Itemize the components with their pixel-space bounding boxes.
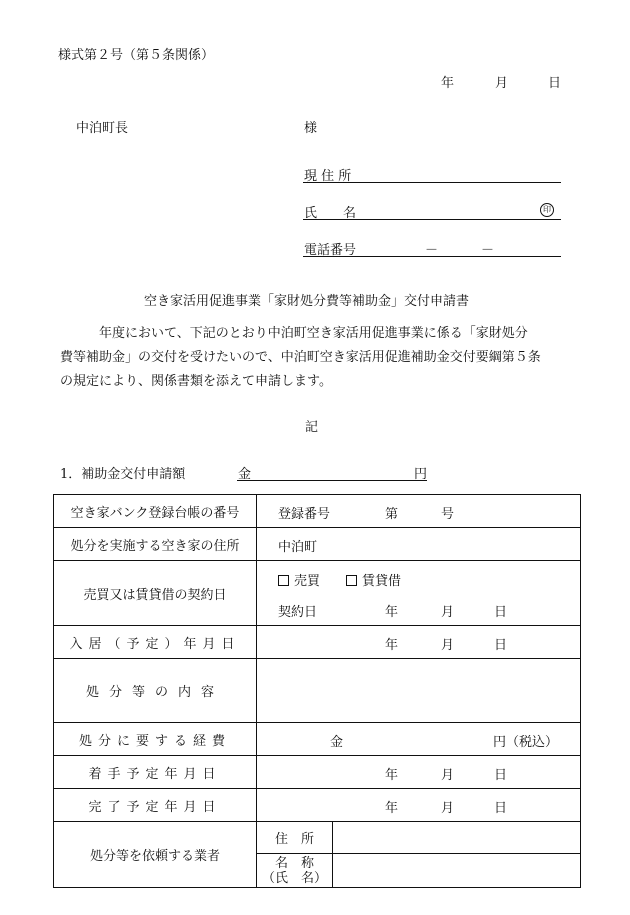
day-label: 日 [494, 638, 508, 653]
amount-label: 1．補助金交付申請額 [60, 467, 186, 482]
checkbox-icon[interactable] [346, 575, 357, 586]
day-label: 日 [494, 768, 508, 783]
contractor-label: 処分等を依頼する業者 [54, 822, 257, 888]
year-label: 年 [385, 605, 399, 620]
table-row [54, 789, 581, 822]
table-row [54, 723, 581, 756]
month-label: 月 [441, 768, 455, 783]
cost-cell[interactable] [257, 723, 581, 756]
contractor-address-cell[interactable] [333, 822, 581, 854]
body-line: 年度において、下記のとおり中泊町空き家活用促進事業に係る「家財処分 [60, 326, 528, 341]
table-row [54, 495, 581, 528]
contractor-name-label [257, 854, 333, 888]
body-paragraph [60, 322, 570, 394]
month-label: 月 [441, 801, 455, 816]
move-in-cell[interactable] [257, 626, 581, 659]
address-label: 処分を実施する空き家の住所 [54, 528, 257, 561]
address-value-cell[interactable] [257, 528, 581, 561]
option-sale-label: 売買 [294, 574, 321, 589]
seal-mark-icon: 印 [540, 203, 554, 217]
contents-label: 処分等の内容 [54, 659, 257, 723]
amount-line[interactable] [237, 480, 427, 481]
table-row [54, 626, 581, 659]
ki-marker: 記 [305, 420, 319, 435]
reg-go: 号 [441, 507, 455, 522]
contractor-name-label-line2: （氏 名） [261, 870, 327, 886]
application-table [53, 494, 581, 888]
applicant-phone-line[interactable] [303, 256, 561, 257]
month-label: 月 [441, 638, 455, 653]
contract-date-cell[interactable] [257, 561, 581, 626]
contractor-name-label-line1: 名 称 [274, 855, 314, 871]
table-row [54, 561, 581, 626]
body-line: 費等補助金」の交付を受けたいので、中泊町空き家活用促進補助金交付要綱第５条 [60, 350, 541, 365]
contract-date-sublabel: 契約日 [278, 605, 318, 620]
date-month-label: 月 [495, 76, 509, 91]
applicant-address-label: 現 住 所 [304, 169, 352, 184]
amount-prefix: 金 [238, 467, 252, 482]
document-title: 空き家活用促進事業「家財処分費等補助金」交付申請書 [144, 294, 470, 309]
bank-register-value[interactable] [257, 495, 581, 528]
complete-date-cell[interactable] [257, 789, 581, 822]
month-label: 月 [441, 605, 455, 620]
option-lease-label: 賃貸借 [362, 574, 402, 589]
start-date-label: 着手予定年月日 [54, 756, 257, 789]
reg-number-label: 登録番号 [278, 507, 331, 522]
applicant-address-line[interactable] [303, 182, 561, 183]
move-in-label: 入居（予定）年月日 [54, 626, 257, 659]
phone-separator: － [481, 243, 495, 258]
table-row [54, 822, 581, 854]
body-line: の規定により、関係書類を添えて申請します。 [60, 374, 332, 389]
year-label: 年 [385, 638, 399, 653]
contractor-address-label: 住 所 [257, 822, 333, 854]
reg-dai: 第 [385, 507, 399, 522]
applicant-phone-label: 電話番号 [304, 243, 357, 258]
checkbox-icon[interactable] [278, 575, 289, 586]
phone-separator: － [425, 243, 439, 258]
table-row [54, 756, 581, 789]
amount-suffix: 円 [414, 467, 428, 482]
start-date-cell[interactable] [257, 756, 581, 789]
addressee-honorific: 様 [304, 121, 318, 136]
applicant-name-label: 氏 名 [304, 206, 357, 221]
contract-date-label: 売買又は賃貸借の契約日 [54, 561, 257, 626]
cost-prefix: 金 [330, 735, 344, 750]
complete-date-label: 完了予定年月日 [54, 789, 257, 822]
form-number: 様式第２号（第５条関係） [58, 48, 215, 63]
option-sale[interactable] [278, 570, 320, 589]
table-row [54, 659, 581, 723]
contents-cell[interactable] [257, 659, 581, 723]
applicant-name-line[interactable] [303, 219, 561, 220]
address-value: 中泊町 [278, 540, 318, 555]
addressee-name: 中泊町長 [76, 121, 129, 136]
cost-label: 処分に要する経費 [54, 723, 257, 756]
contractor-name-cell[interactable] [333, 854, 581, 888]
cost-suffix: 円（税込） [493, 735, 559, 750]
bank-register-label: 空き家バンク登録台帳の番号 [54, 495, 257, 528]
table-row [54, 528, 581, 561]
year-label: 年 [385, 801, 399, 816]
year-label: 年 [385, 768, 399, 783]
option-lease[interactable] [346, 570, 401, 589]
day-label: 日 [494, 801, 508, 816]
date-day-label: 日 [548, 76, 562, 91]
date-year-label: 年 [441, 76, 455, 91]
day-label: 日 [494, 605, 508, 620]
